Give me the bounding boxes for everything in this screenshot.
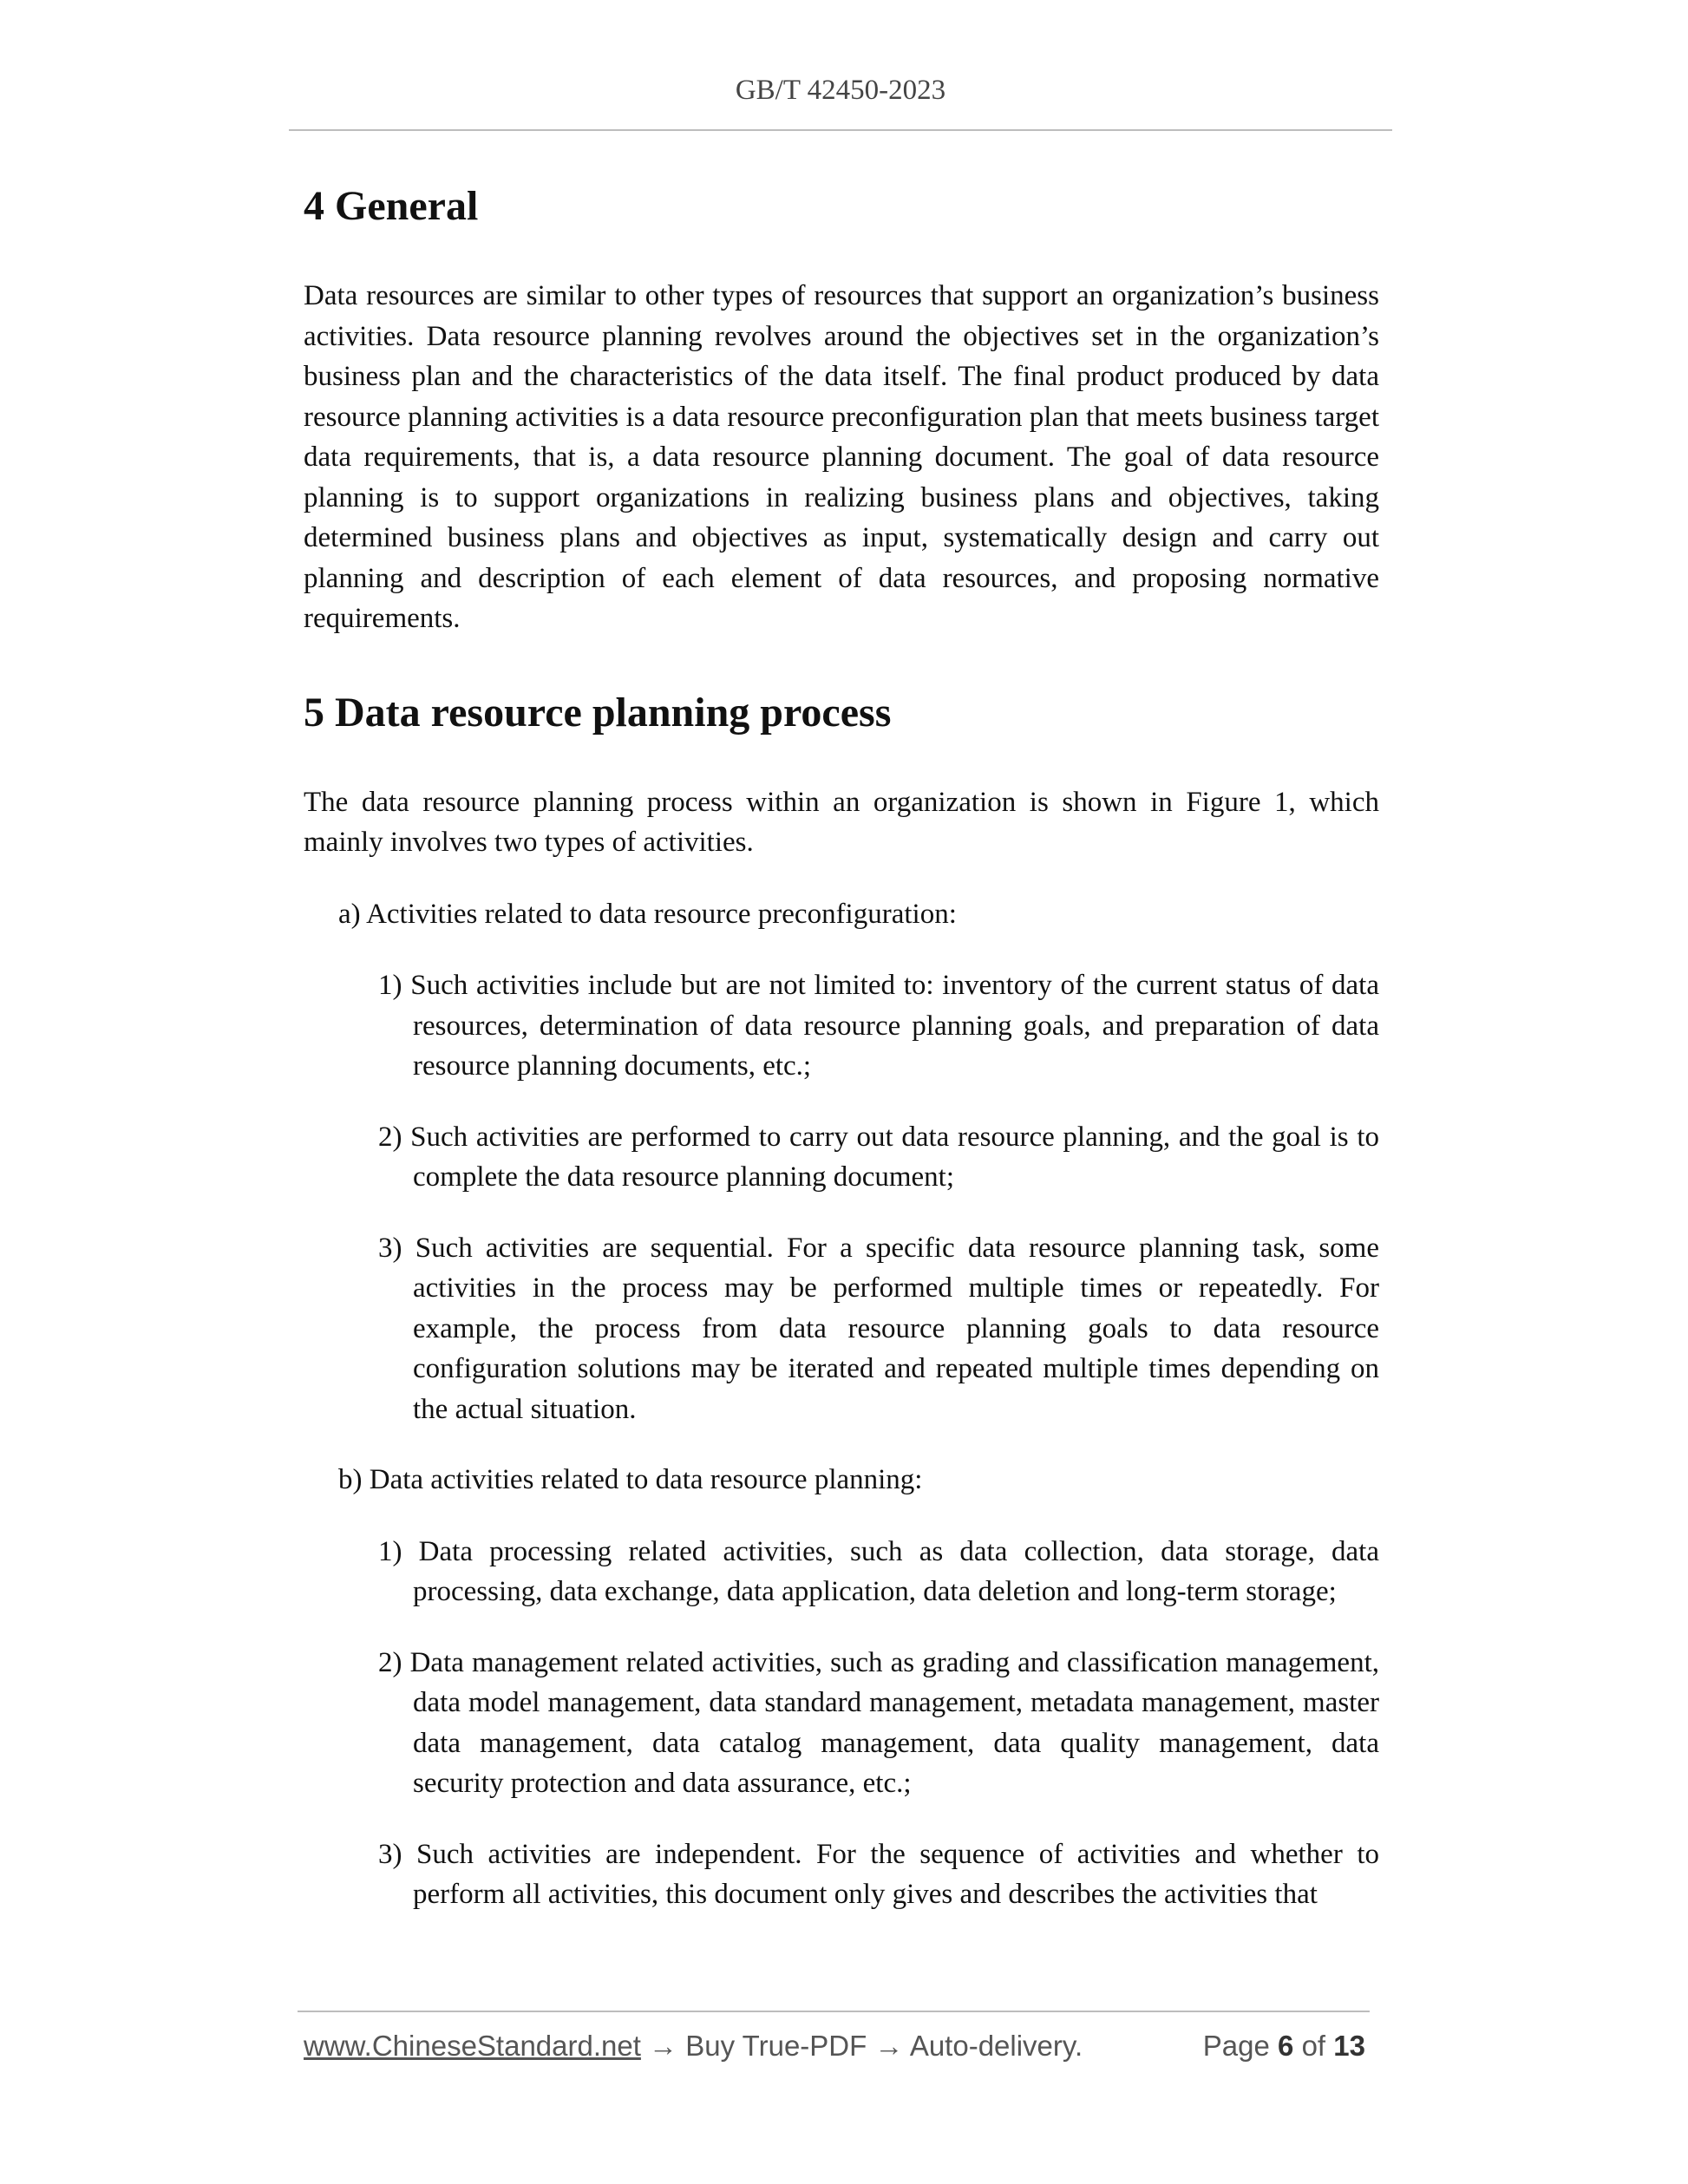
section-heading-general: 4 General [304, 183, 479, 229]
list-item-b-2: 2) Data management related activities, such as grading and classification management, data model management, data standard management, metadata management, master data management, data catalog management, data quality management, data security protection and data assurance, etc.; [378, 1646, 1379, 1799]
page-total: 13 [1333, 2030, 1365, 2062]
list-item-a-1: 1) Such activities include but are not limited to: inventory of the current status of data resources, determination of data resource planning goals, and preparation of data resource planning documents, etc.; [378, 970, 1379, 1082]
document-header-id: GB/T 42450-2023 [735, 75, 946, 106]
page-current: 6 [1278, 2030, 1294, 2062]
process-intro-paragraph: The data resource planning process within an organization is shown in Figure 1, which mainly involves two types of activities. [304, 786, 1379, 858]
list-item-b-1: 1) Data processing related activities, such as data collection, data storage, data processing, data exchange, data application, data deletion and long-term storage; [378, 1535, 1379, 1607]
page-body [304, 180, 1379, 1945]
page-footer [304, 2030, 1371, 2068]
chinesestandard-link[interactable]: www.ChineseStandard.net [304, 2030, 641, 2062]
header-divider [289, 129, 1392, 131]
page-indicator [1203, 2030, 1365, 2063]
page-of-label: of [1301, 2030, 1326, 2062]
general-paragraph: Data resources are similar to other types of resources that support an organization’s business activities. Data resource planning revolves around the objectives set in the organization’s business plan and the characteristics of the data itself. The final product produced by data resource planning activities is a data resource preconfiguration plan that meets business target data requirements, that is, a data resource planning document. The goal of data resource planning is to support organizations in realizing business plans and objectives, taking determined business plans and objectives as input, systematically design and carry out planning and description of each element of data resources, and proposing normative requirements. [304, 280, 1379, 634]
footer-tagline: → Buy True-PDF → Auto-delivery. [640, 2030, 1083, 2062]
list-item-b: b) Data activities related to data resource planning: [338, 1464, 923, 1495]
footer-divider [298, 2011, 1370, 2012]
list-item-a: a) Activities related to data resource preconfiguration: [338, 898, 957, 930]
footer-promo [304, 2030, 1083, 2063]
list-item-a-2: 2) Such activities are performed to carry out data resource planning, and the goal is to complete the data resource planning document; [378, 1121, 1379, 1193]
list-item-a-3: 3) Such activities are sequential. For a specific data resource planning task, some activities in the process may be performed multiple times or repeatedly. For example, the process from data resource planning goals to data resource configuration solutions may be iterated and repeated multiple times depending on the actual situation. [378, 1232, 1379, 1425]
list-item-b-3: 3) Such activities are independent. For the sequence of activities and whether to perform all activities, this document only gives and describes the activities that [378, 1838, 1379, 1910]
page-label: Page [1202, 2030, 1270, 2062]
section-heading-process: 5 Data resource planning process [304, 689, 892, 736]
